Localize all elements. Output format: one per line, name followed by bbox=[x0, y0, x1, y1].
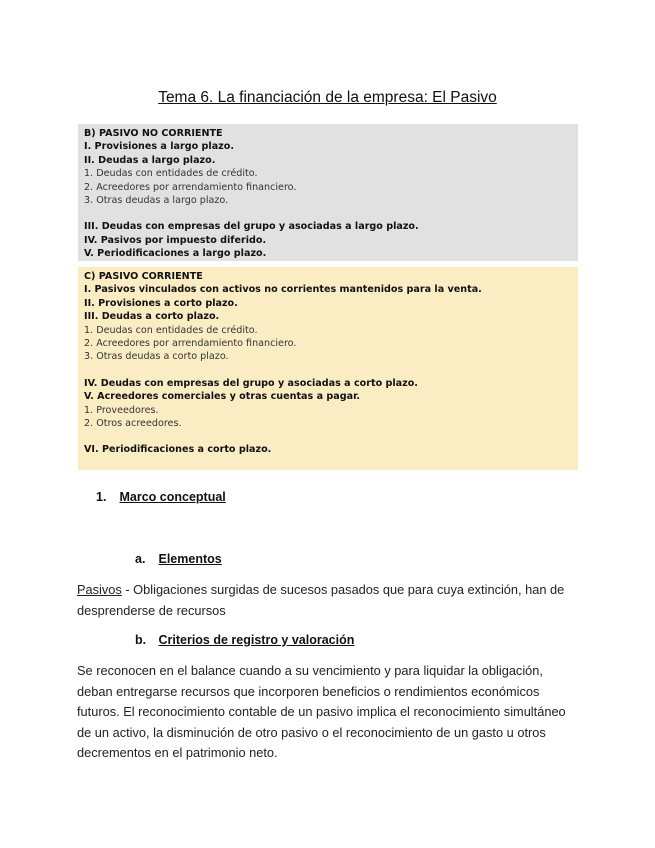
subsection-title: Criterios de registro y valoración bbox=[158, 633, 355, 647]
list-item: VI. Periodificaciones a corto plazo. bbox=[84, 444, 272, 456]
pasivo-no-corriente-list bbox=[84, 140, 572, 260]
list-item: 1. Proveedores. bbox=[84, 404, 159, 416]
list-item: IV. Pasivos por impuesto diferido. bbox=[84, 234, 267, 246]
list-spacer bbox=[84, 364, 572, 377]
list-item: III. Deudas a corto plazo. bbox=[84, 311, 220, 323]
list-item: I. Provisiones a largo plazo. bbox=[84, 141, 234, 153]
list-item: V. Periodificaciones a largo plazo. bbox=[84, 248, 267, 260]
section-title: Marco conceptual bbox=[119, 490, 226, 504]
subsection-number: a. bbox=[135, 552, 146, 566]
pasivo-corriente-box bbox=[78, 267, 578, 470]
list-item: 2. Otros acreedores. bbox=[84, 417, 182, 429]
list-item: 3. Otras deudas a largo plazo. bbox=[84, 194, 229, 206]
list-item: 3. Otras deudas a corto plazo. bbox=[84, 351, 229, 363]
list-item: 2. Acreedores por arrendamiento financiero. bbox=[84, 181, 297, 193]
list-spacer bbox=[84, 430, 572, 443]
section-number: 1. bbox=[96, 490, 107, 504]
list-item: II. Deudas a largo plazo. bbox=[84, 154, 216, 166]
list-item: II. Provisiones a corto plazo. bbox=[84, 297, 238, 309]
list-item: IV. Deudas con empresas del grupo y asociadas a corto plazo. bbox=[84, 377, 418, 389]
pasivos-definition bbox=[77, 580, 582, 621]
subsection-elementos bbox=[135, 552, 222, 566]
list-spacer bbox=[84, 207, 572, 220]
pasivo-corriente-list bbox=[84, 283, 572, 456]
pasivo-no-corriente-box bbox=[78, 124, 578, 261]
page-title: Tema 6. La financiación de la empresa: El Pasivo bbox=[158, 89, 497, 106]
list-item: 2. Acreedores por arrendamiento financiero. bbox=[84, 337, 297, 349]
pasivos-definition-text: - Obligaciones surgidas de sucesos pasados que para cuya extinción, han de desprenderse de recursos bbox=[77, 582, 565, 618]
list-item: III. Deudas con empresas del grupo y asociadas a largo plazo. bbox=[84, 221, 419, 233]
pasivo-corriente-heading: C) PASIVO CORRIENTE bbox=[84, 271, 203, 282]
list-item: 1. Deudas con entidades de crédito. bbox=[84, 324, 258, 336]
criterios-paragraph: Se reconocen en el balance cuando a su vencimiento y para liquidar la obligación, deban entregarse recursos que incorporen beneficios o rendimientos económicos futuros. El reconocimiento contable de un pasivo implica el reconocimiento simultáneo de un activo, la disminución de otro pasivo o el reconocimiento de un gasto u otros decrementos en el patrimonio neto. bbox=[77, 663, 566, 761]
list-item: I. Pasivos vinculados con activos no corrientes mantenidos para la venta. bbox=[84, 284, 482, 296]
list-item: V. Acreedores comerciales y otras cuentas a pagar. bbox=[84, 391, 361, 403]
subsection-criterios bbox=[135, 633, 354, 647]
pasivo-no-corriente-heading: B) PASIVO NO CORRIENTE bbox=[84, 128, 223, 139]
pasivos-term: Pasivos bbox=[77, 582, 122, 597]
section-marco-conceptual bbox=[96, 490, 226, 504]
subsection-number: b. bbox=[135, 633, 147, 647]
subsection-title: Elementos bbox=[158, 552, 222, 566]
list-item: 1. Deudas con entidades de crédito. bbox=[84, 168, 258, 180]
